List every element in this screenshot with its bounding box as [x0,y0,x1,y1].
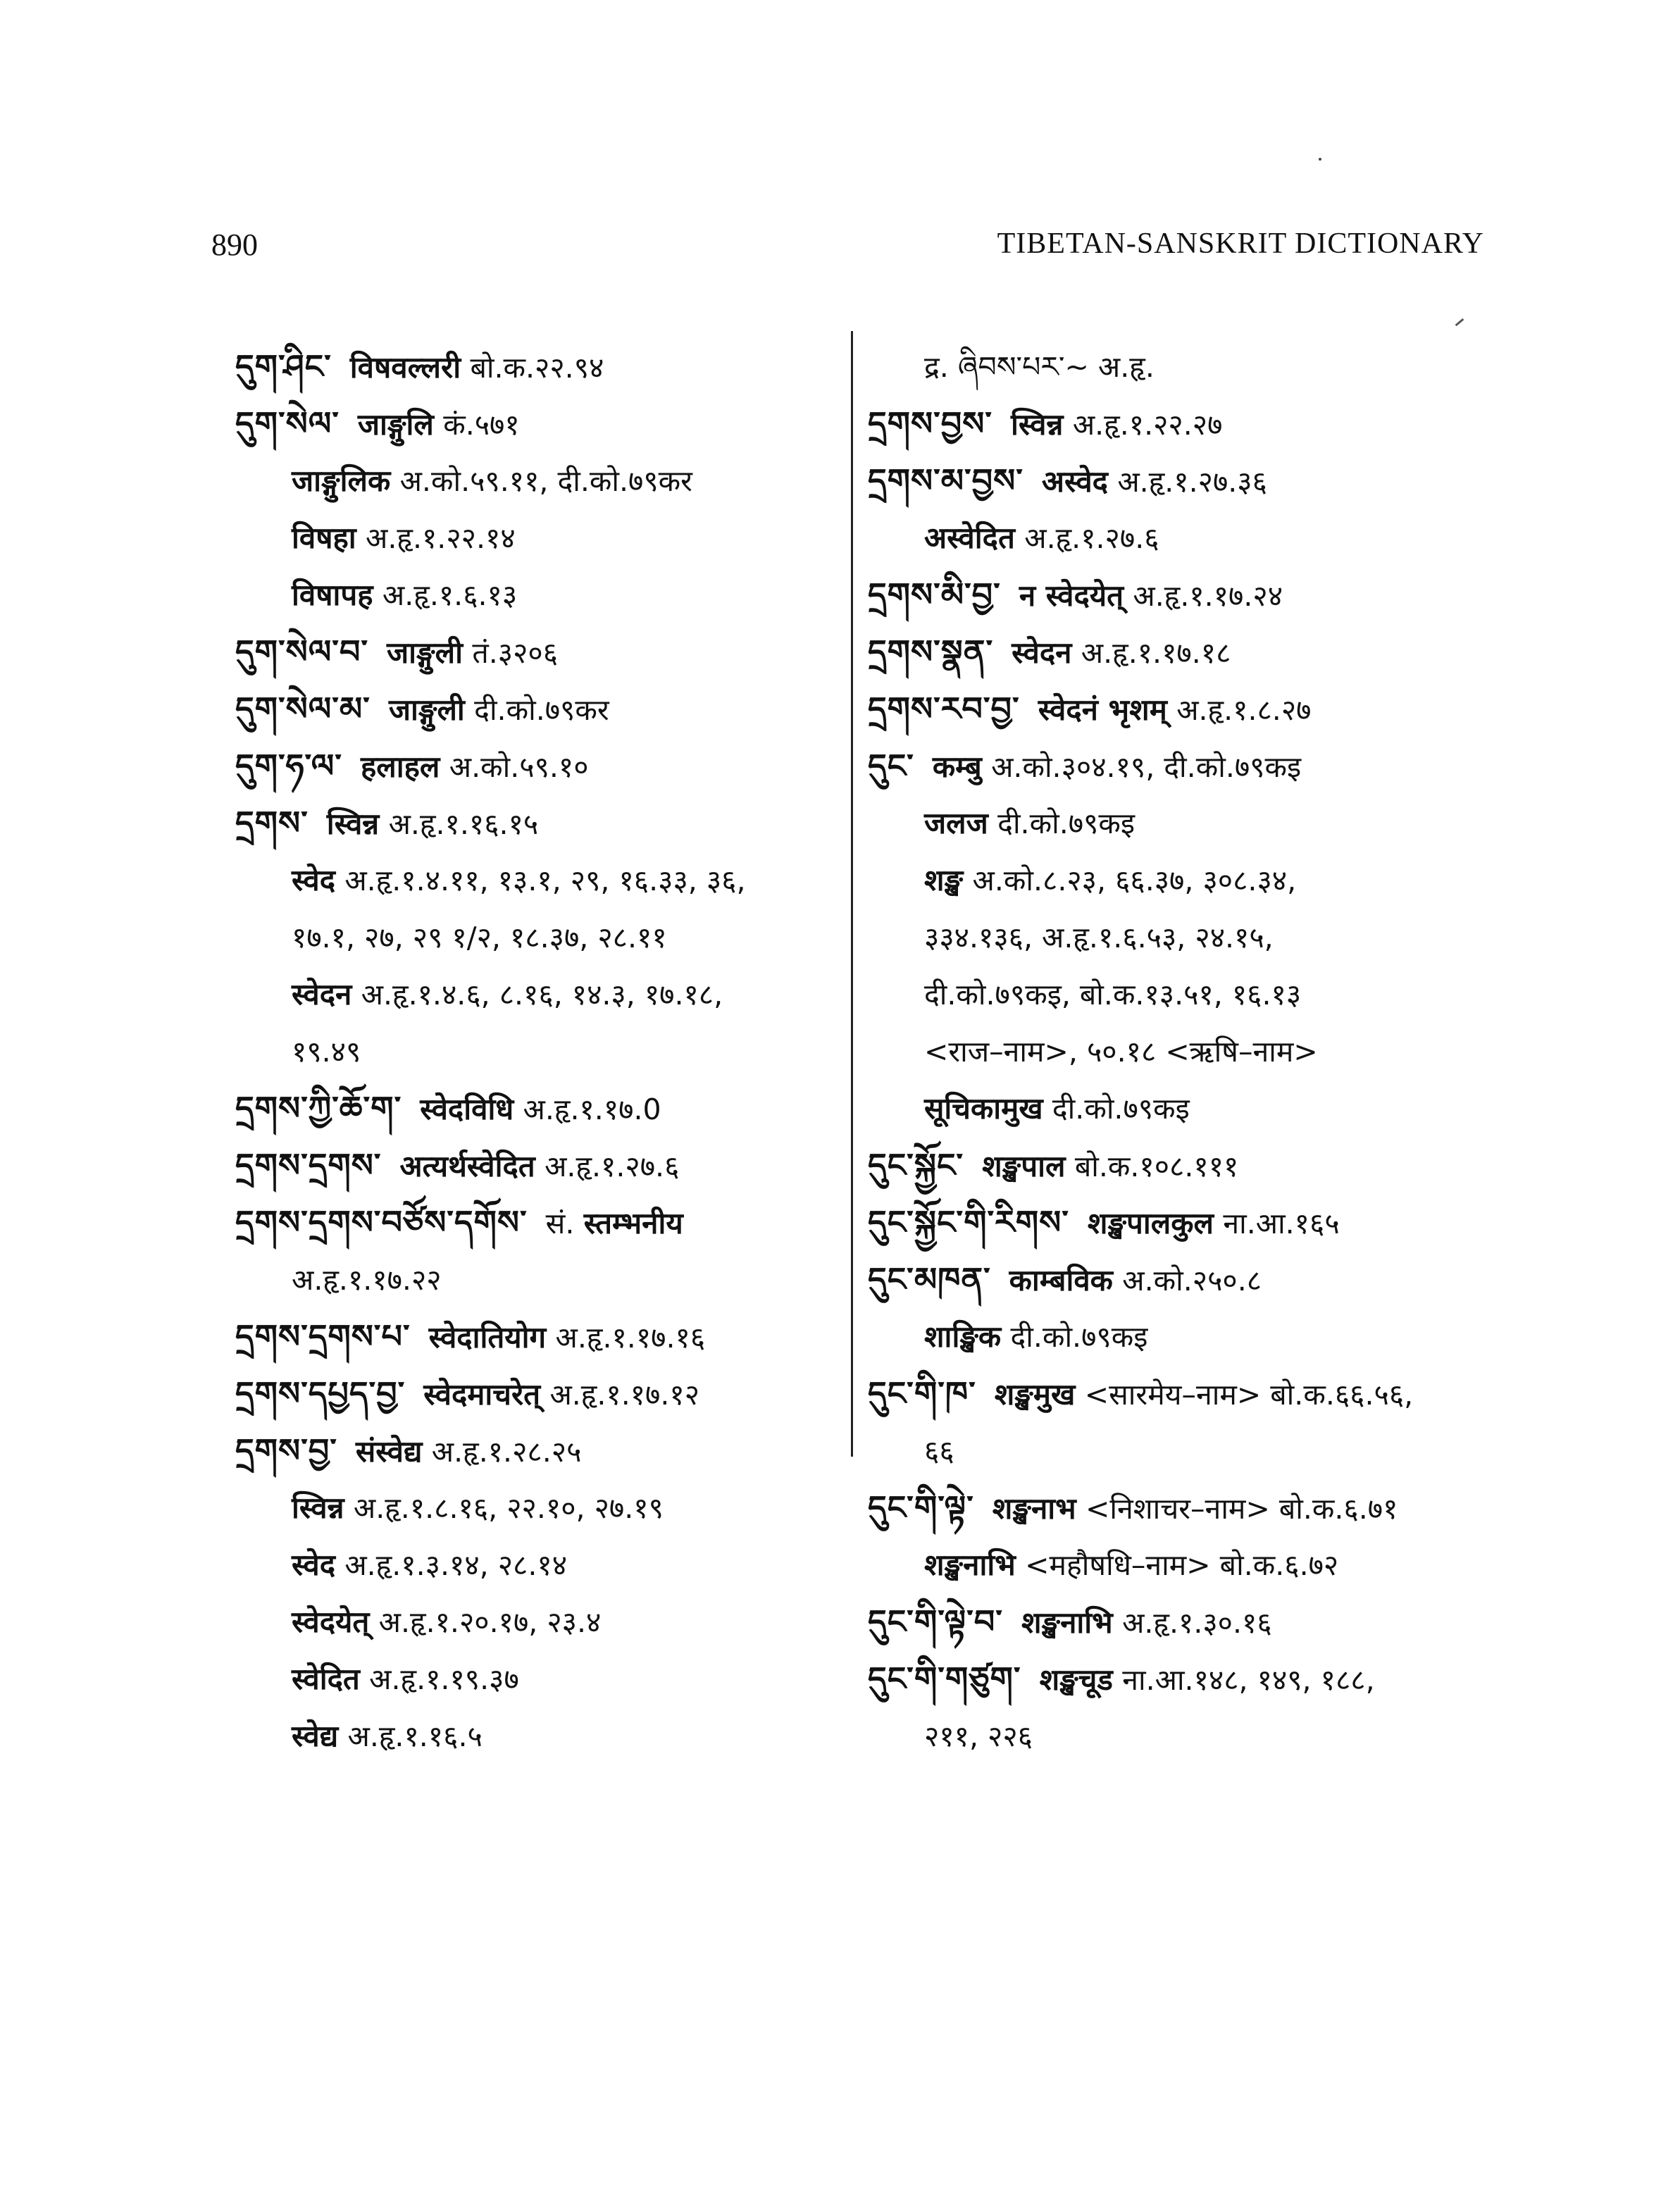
sanskrit-equivalent: स्वेद [292,1548,335,1582]
sanskrit-equivalent: जलज [924,806,988,840]
sanskrit-equivalent: शङ्खनाभ [992,1491,1076,1526]
dictionary-entry [235,1137,834,1194]
dictionary-entry [868,1137,1502,1194]
sanskrit-equivalent: स्वेदयेत् [292,1605,370,1639]
sanskrit-equivalent: काम्बविक [1009,1263,1113,1297]
entry-continuation [235,909,834,966]
sanskrit-equivalent: न स्वेदयेत् [1019,578,1124,613]
sanskrit-equivalent: जाङ्गुलि [357,407,434,442]
source-reference: अ.हृ.१.६.१३ [382,578,518,612]
source-reference: अ.हृ.१.४.६, ८.१६, १४.३, १७.१८, [361,978,723,1011]
source-reference: अ.हृ.१.२७.६ [545,1150,680,1183]
source-reference: अ.हृ.१.८.२७ [1176,693,1312,727]
dictionary-entry [868,1593,1502,1650]
sanskrit-equivalent: जाङ्गुली [388,692,465,727]
running-title: TIBETAN-SANSKRIT DICTIONARY [997,228,1484,260]
source-reference: <सारमेय–नाम> बो.क.६६.५६, [1084,1378,1414,1412]
source-reference: अ.हृ.१.३०.१६ [1122,1606,1272,1640]
sanskrit-equivalent: शङ्खनाभि [924,1548,1016,1582]
source-reference: बो.क.१०८.१११ [1074,1150,1239,1183]
source-reference: ना.आ.१४८, १४९, १८८, [1122,1663,1375,1697]
entry-continuation [235,1023,834,1080]
entry-continuation [868,1536,1502,1593]
source-reference: दी.को.७९कइ [997,807,1135,840]
source-reference: बो.क.२२.९४ [470,351,604,385]
dictionary-entry [235,737,834,795]
entry-continuation [868,852,1502,909]
source-reference: १९.४९ [292,1035,361,1069]
dictionary-entry [868,1650,1502,1707]
source-reference: अ.हृ.१.१७.२२ [292,1263,442,1297]
dictionary-entry [235,623,834,680]
source-reference: <महौषधि–नाम> बो.क.६.७२ [1025,1548,1339,1582]
tibetan-headword: དྲགས་དྲགས་པ་ [235,1317,411,1355]
tibetan-headword: དྲགས་དཔྱད་བྱ་ [235,1374,406,1412]
source-reference: कं.५७१ [443,408,520,442]
dictionary-entry [868,623,1502,680]
tibetan-headword: དྲགས་སྣན་ [868,633,994,671]
tibetan-headword: དྲགས་མ་བྱས་ [868,461,1023,499]
source-reference: अ.हृ.१.१७.१८ [1081,636,1231,670]
entry-continuation [235,1479,834,1536]
sanskrit-equivalent: अस्वेदित [924,521,1015,555]
entry-continuation [868,338,1502,395]
source-reference: तं.३२०६ [472,636,559,670]
source-reference: अ.हृ.१.१७.0 [523,1092,661,1126]
sanskrit-equivalent: शङ्खचूड [1039,1662,1113,1697]
right-column [868,338,1502,1764]
stray-dot [1319,158,1321,161]
source-reference: अ.हृ.१.१६.५ [347,1719,483,1753]
sanskrit-equivalent: स्तम्भनीय [583,1206,683,1240]
sanskrit-equivalent: स्वेद [292,863,335,897]
sanskrit-equivalent: विषहा [292,521,356,555]
sanskrit-equivalent: स्वेद्य [292,1719,339,1753]
dictionary-entry [235,795,834,852]
sanskrit-equivalent: सूचिकामुख [924,1091,1043,1126]
source-reference: अ.को.५९.११, दी.को.७९कर [399,464,692,498]
entry-continuation [868,1422,1502,1479]
source-reference: अ.हृ.१.३.१४, २८.१४ [344,1548,568,1582]
source-reference: अ.हृ.१.१७.२४ [1133,579,1283,613]
entry-continuation [235,1251,834,1308]
tibetan-headword: དྲགས་མི་བྱ་ [868,575,1001,614]
source-reference: द्र. ཞིབས་པར་~ अ.हृ. [924,350,1155,384]
tibetan-headword: དུག་ཤིང་ [235,347,332,385]
entry-continuation [235,1707,834,1764]
entry-continuation [868,1308,1502,1365]
tibetan-headword: དྲགས་དྲགས་བཙོས་དགོས་ [235,1203,528,1241]
tibetan-headword: དྲགས་རབ་བྱ་ [868,690,1020,728]
source-reference: अ.हृ.१.१६.१५ [388,807,539,841]
tibetan-headword: དུང་གི་ལྟེ་ [868,1488,974,1526]
entry-continuation [868,795,1502,852]
source-reference: अ.हृ.१.२०.१७, २३.४ [378,1605,602,1639]
source-reference: अ.हृ.१.४.११, १३.१, २९, १६.३३, ३६, [344,864,746,897]
source-reference: अ.को.३०४.१९, दी.को.७९कइ [991,750,1302,784]
sanskrit-equivalent: स्वेदनं भृशम् [1038,692,1167,727]
sanskrit-equivalent: हलाहल [360,749,440,784]
sanskrit-equivalent: शङ्खपालकुल [1087,1206,1214,1240]
sanskrit-equivalent: स्वेदातियोग [428,1320,547,1355]
sanskrit-equivalent: स्वेदविधि [420,1092,514,1126]
source-reference: सं. [545,1207,575,1240]
tibetan-headword: དུང་གི་གཙུག་ [868,1660,1021,1698]
tibetan-headword: དུང་གི་ལྟེ་བ་ [868,1602,1003,1640]
entry-continuation [868,509,1502,566]
entry-continuation [235,1536,834,1593]
source-reference: अ.हृ.१.१७.१६ [555,1321,706,1355]
source-reference: दी.को.७९कइ [1052,1092,1190,1126]
sanskrit-equivalent: विषापह [292,578,373,612]
source-reference: दी.को.७९कर [474,693,609,727]
dictionary-entry [235,1080,834,1137]
sanskrit-equivalent: अस्वेद [1041,464,1108,499]
entry-continuation [235,509,834,566]
source-reference: ६६ [924,1434,954,1468]
source-reference: अ.हृ.१.८.१६, २२.१०, २७.१९ [353,1491,664,1525]
dictionary-entry [868,452,1502,509]
entry-continuation [868,1023,1502,1080]
dictionary-entry [868,680,1502,737]
tibetan-headword: དུག་སེལ་མ་ [235,690,371,728]
dictionary-entry [868,1251,1502,1308]
source-reference: ना.आ.१६५ [1223,1207,1340,1240]
entry-continuation [868,1707,1502,1764]
left-column [235,338,834,1764]
tibetan-headword: དྲགས་ཀྱི་ཆོ་ག་ [235,1089,402,1127]
source-reference: दी.को.७९कइ, बो.क.१३.५१, १६.१३ [924,978,1302,1011]
sanskrit-equivalent: स्वेदित [292,1662,360,1696]
source-reference: अ.हृ.१.२७.३६ [1117,465,1267,499]
tibetan-headword: དུག་སེལ་བ་ [235,633,369,671]
source-reference: अ.को.५९.१० [449,750,589,784]
source-reference: अ.हृ.१.२२.१४ [366,521,516,555]
entry-continuation [235,452,834,509]
dictionary-entry [868,395,1502,452]
sanskrit-equivalent: स्वेदन [1012,635,1072,670]
source-reference: १७.१, २७, २९ १/२, १८.३७, २८.११ [292,921,667,954]
source-reference: अ.हृ.१.१९.३७ [369,1662,519,1696]
sanskrit-equivalent: स्वेदमाचरेत् [423,1377,541,1412]
dictionary-entry [868,1365,1502,1422]
source-reference: अ.को.८.२३, ६६.३७, ३०८.३४, [972,864,1297,897]
stray-mark [1455,318,1464,326]
source-reference: <राज–नाम>, ५०.१८ <ऋषि–नाम> [924,1035,1318,1069]
dictionary-entry [235,1365,834,1422]
source-reference: दी.को.७९कइ [1010,1320,1148,1354]
tibetan-headword: དུང་སྐྱོང་ [868,1146,964,1184]
tibetan-headword: དུང་ [868,747,914,785]
entry-continuation [235,966,834,1023]
entry-continuation [868,909,1502,966]
sanskrit-equivalent: स्विन्न [292,1490,344,1525]
dictionary-entry [868,1194,1502,1251]
tibetan-headword: དྲགས་བྱ་ [235,1431,337,1469]
sanskrit-equivalent: शङ्खमुख [994,1377,1076,1412]
sanskrit-equivalent: स्विन्न [326,807,380,841]
entry-continuation [868,966,1502,1023]
source-reference: अ.हृ.१.१७.१२ [549,1378,700,1412]
sanskrit-equivalent: शङ्खनाभि [1021,1605,1113,1640]
entry-continuation [235,1650,834,1707]
tibetan-headword: དུང་སྐྱོང་གི་རིགས་ [868,1203,1069,1241]
dictionary-entry [235,1308,834,1365]
dictionary-entry [235,338,834,395]
dictionary-entry [868,566,1502,623]
dictionary-entry [235,1194,834,1251]
source-reference: अ.हृ.१.२७.६ [1024,521,1159,555]
sanskrit-equivalent: विषवल्लरी [349,350,461,385]
dictionary-entry [235,680,834,737]
tibetan-headword: དུང་མཁན་ [868,1260,991,1298]
dictionary-entry [235,395,834,452]
sanskrit-equivalent: स्वेदन [292,977,352,1011]
tibetan-headword: དུང་གི་ཁ་ [868,1374,976,1412]
dictionary-entry [868,737,1502,795]
tibetan-headword: དྲགས་དྲགས་ [235,1146,382,1184]
sanskrit-equivalent: स्विन्न [1010,407,1064,442]
tibetan-headword: དུག་སེལ་ [235,404,340,442]
entry-continuation [235,566,834,623]
sanskrit-equivalent: संस्वेद्य [355,1434,423,1469]
tibetan-headword: དྲགས་ [235,804,309,842]
sanskrit-equivalent: शङ्खपाल [982,1149,1066,1183]
tibetan-headword: དུག་ཧ་ལ་ [235,747,342,785]
source-reference: अ.को.२५०.८ [1122,1264,1262,1297]
sanskrit-equivalent: जाङ्गुलिक [292,463,391,498]
source-reference: २११, २२६ [924,1719,1033,1753]
sanskrit-equivalent: अत्यर्थस्वेदित [399,1149,535,1183]
sanskrit-equivalent: शङ्ख [924,863,964,897]
sanskrit-equivalent: शाङ्खिक [924,1319,1002,1354]
sanskrit-equivalent: कम्बु [932,749,982,784]
dictionary-entry [868,1479,1502,1536]
source-reference: अ.हृ.१.२२.२७ [1072,408,1223,442]
sanskrit-equivalent: जाङ्गुली [387,635,463,670]
tibetan-headword: དྲགས་བྱས་ [868,404,993,442]
entry-continuation [235,1593,834,1650]
source-reference: अ.हृ.१.२८.२५ [431,1435,582,1469]
source-reference: <निशाचर–नाम> बो.क.६.७१ [1085,1492,1398,1526]
dictionary-entry [235,1422,834,1479]
source-reference: ३३४.१३६, अ.हृ.१.६.५३, २४.१५, [924,921,1274,954]
entry-continuation [868,1080,1502,1137]
entry-continuation [235,852,834,909]
page-number: 890 [211,228,258,262]
column-divider [851,331,853,1457]
